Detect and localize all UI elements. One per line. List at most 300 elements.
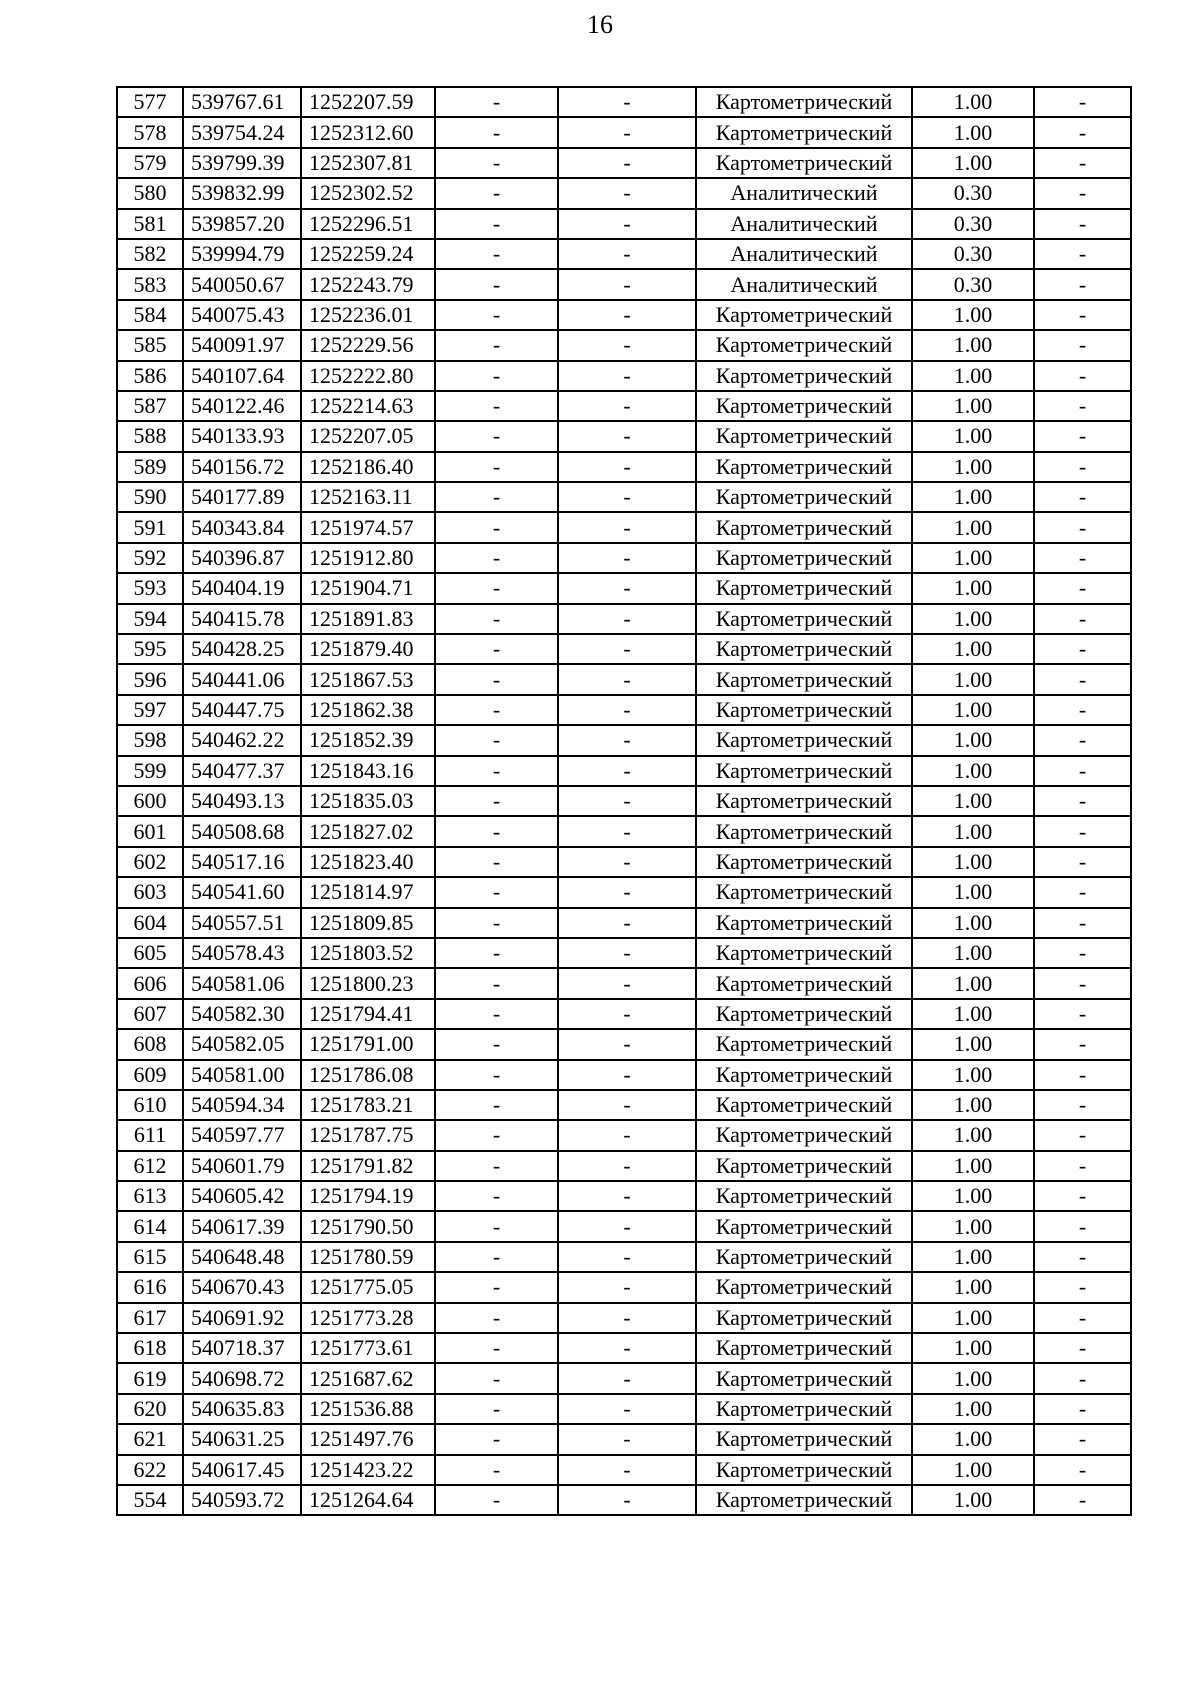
x-coordinate-cell: 539754.24 bbox=[183, 117, 301, 147]
method-cell: Картометрический bbox=[696, 1333, 912, 1363]
x-coordinate-cell: 540635.83 bbox=[183, 1394, 301, 1424]
accuracy-cell: 1.00 bbox=[912, 482, 1034, 512]
point-number-cell: 612 bbox=[117, 1151, 183, 1181]
column-4-cell: - bbox=[435, 1181, 558, 1211]
x-coordinate-cell: 540597.77 bbox=[183, 1120, 301, 1150]
accuracy-cell: 1.00 bbox=[912, 786, 1034, 816]
method-cell: Картометрический bbox=[696, 695, 912, 725]
column-8-cell: - bbox=[1034, 1211, 1131, 1241]
method-cell: Картометрический bbox=[696, 756, 912, 786]
x-coordinate-cell: 540691.92 bbox=[183, 1303, 301, 1333]
y-coordinate-cell: 1251775.05 bbox=[301, 1272, 435, 1302]
column-5-cell: - bbox=[558, 1303, 696, 1333]
column-5-cell: - bbox=[558, 664, 696, 694]
y-coordinate-cell: 1251264.64 bbox=[301, 1485, 435, 1515]
method-cell: Аналитический bbox=[696, 209, 912, 239]
column-8-cell: - bbox=[1034, 148, 1131, 178]
method-cell: Аналитический bbox=[696, 239, 912, 269]
accuracy-cell: 1.00 bbox=[912, 148, 1034, 178]
table-row bbox=[117, 391, 1131, 421]
column-5-cell: - bbox=[558, 361, 696, 391]
x-coordinate-cell: 540670.43 bbox=[183, 1272, 301, 1302]
column-4-cell: - bbox=[435, 361, 558, 391]
table-row bbox=[117, 1242, 1131, 1272]
column-4-cell: - bbox=[435, 908, 558, 938]
column-4-cell: - bbox=[435, 512, 558, 542]
column-8-cell: - bbox=[1034, 908, 1131, 938]
column-5-cell: - bbox=[558, 786, 696, 816]
x-coordinate-cell: 540428.25 bbox=[183, 634, 301, 664]
y-coordinate-cell: 1252207.59 bbox=[301, 87, 435, 117]
column-8-cell: - bbox=[1034, 1151, 1131, 1181]
column-5-cell: - bbox=[558, 816, 696, 846]
point-number-cell: 589 bbox=[117, 452, 183, 482]
y-coordinate-cell: 1251800.23 bbox=[301, 968, 435, 998]
y-coordinate-cell: 1251904.71 bbox=[301, 573, 435, 603]
y-coordinate-cell: 1251780.59 bbox=[301, 1242, 435, 1272]
table-row bbox=[117, 1455, 1131, 1485]
x-coordinate-cell: 540177.89 bbox=[183, 482, 301, 512]
x-coordinate-cell: 540617.45 bbox=[183, 1455, 301, 1485]
table-row bbox=[117, 1272, 1131, 1302]
table-row bbox=[117, 999, 1131, 1029]
accuracy-cell: 1.00 bbox=[912, 573, 1034, 603]
accuracy-cell: 1.00 bbox=[912, 421, 1034, 451]
y-coordinate-cell: 1252296.51 bbox=[301, 209, 435, 239]
y-coordinate-cell: 1251687.62 bbox=[301, 1363, 435, 1393]
column-4-cell: - bbox=[435, 1333, 558, 1363]
column-4-cell: - bbox=[435, 999, 558, 1029]
x-coordinate-cell: 540091.97 bbox=[183, 330, 301, 360]
column-5-cell: - bbox=[558, 512, 696, 542]
x-coordinate-cell: 540122.46 bbox=[183, 391, 301, 421]
y-coordinate-cell: 1251823.40 bbox=[301, 847, 435, 877]
column-8-cell: - bbox=[1034, 421, 1131, 451]
method-cell: Картометрический bbox=[696, 1211, 912, 1241]
column-4-cell: - bbox=[435, 877, 558, 907]
method-cell: Аналитический bbox=[696, 178, 912, 208]
table-row bbox=[117, 452, 1131, 482]
x-coordinate-cell: 540581.06 bbox=[183, 968, 301, 998]
y-coordinate-cell: 1251423.22 bbox=[301, 1455, 435, 1485]
x-coordinate-cell: 539832.99 bbox=[183, 178, 301, 208]
method-cell: Картометрический bbox=[696, 330, 912, 360]
column-8-cell: - bbox=[1034, 269, 1131, 299]
column-4-cell: - bbox=[435, 1060, 558, 1090]
y-coordinate-cell: 1252302.52 bbox=[301, 178, 435, 208]
table-row bbox=[117, 421, 1131, 451]
accuracy-cell: 1.00 bbox=[912, 908, 1034, 938]
point-number-cell: 606 bbox=[117, 968, 183, 998]
column-4-cell: - bbox=[435, 117, 558, 147]
table-row bbox=[117, 512, 1131, 542]
column-4-cell: - bbox=[435, 482, 558, 512]
table-row bbox=[117, 725, 1131, 755]
table-row bbox=[117, 908, 1131, 938]
y-coordinate-cell: 1251912.80 bbox=[301, 543, 435, 573]
column-5-cell: - bbox=[558, 148, 696, 178]
table-row bbox=[117, 1060, 1131, 1090]
accuracy-cell: 1.00 bbox=[912, 330, 1034, 360]
accuracy-cell: 1.00 bbox=[912, 117, 1034, 147]
accuracy-cell: 1.00 bbox=[912, 512, 1034, 542]
column-8-cell: - bbox=[1034, 1272, 1131, 1302]
x-coordinate-cell: 540404.19 bbox=[183, 573, 301, 603]
column-8-cell: - bbox=[1034, 452, 1131, 482]
table-row bbox=[117, 1394, 1131, 1424]
column-4-cell: - bbox=[435, 1029, 558, 1059]
accuracy-cell: 1.00 bbox=[912, 877, 1034, 907]
method-cell: Картометрический bbox=[696, 1363, 912, 1393]
x-coordinate-cell: 540605.42 bbox=[183, 1181, 301, 1211]
column-5-cell: - bbox=[558, 1151, 696, 1181]
column-5-cell: - bbox=[558, 1060, 696, 1090]
table-row bbox=[117, 1363, 1131, 1393]
table-row bbox=[117, 695, 1131, 725]
y-coordinate-cell: 1251974.57 bbox=[301, 512, 435, 542]
y-coordinate-cell: 1251879.40 bbox=[301, 634, 435, 664]
point-number-cell: 580 bbox=[117, 178, 183, 208]
table-row bbox=[117, 239, 1131, 269]
method-cell: Картометрический bbox=[696, 421, 912, 451]
y-coordinate-cell: 1251787.75 bbox=[301, 1120, 435, 1150]
method-cell: Картометрический bbox=[696, 1029, 912, 1059]
method-cell: Картометрический bbox=[696, 634, 912, 664]
y-coordinate-cell: 1252163.11 bbox=[301, 482, 435, 512]
y-coordinate-cell: 1252229.56 bbox=[301, 330, 435, 360]
coordinates-table bbox=[116, 86, 1132, 1516]
column-5-cell: - bbox=[558, 391, 696, 421]
point-number-cell: 601 bbox=[117, 816, 183, 846]
x-coordinate-cell: 540462.22 bbox=[183, 725, 301, 755]
column-4-cell: - bbox=[435, 816, 558, 846]
y-coordinate-cell: 1252222.80 bbox=[301, 361, 435, 391]
point-number-cell: 614 bbox=[117, 1211, 183, 1241]
point-number-cell: 598 bbox=[117, 725, 183, 755]
column-4-cell: - bbox=[435, 938, 558, 968]
point-number-cell: 554 bbox=[117, 1485, 183, 1515]
accuracy-cell: 1.00 bbox=[912, 725, 1034, 755]
table-row bbox=[117, 877, 1131, 907]
x-coordinate-cell: 540133.93 bbox=[183, 421, 301, 451]
method-cell: Картометрический bbox=[696, 877, 912, 907]
x-coordinate-cell: 540156.72 bbox=[183, 452, 301, 482]
column-5-cell: - bbox=[558, 209, 696, 239]
x-coordinate-cell: 540075.43 bbox=[183, 300, 301, 330]
accuracy-cell: 0.30 bbox=[912, 178, 1034, 208]
y-coordinate-cell: 1251867.53 bbox=[301, 664, 435, 694]
method-cell: Аналитический bbox=[696, 269, 912, 299]
x-coordinate-cell: 540594.34 bbox=[183, 1090, 301, 1120]
accuracy-cell: 1.00 bbox=[912, 391, 1034, 421]
method-cell: Картометрический bbox=[696, 543, 912, 573]
y-coordinate-cell: 1251773.61 bbox=[301, 1333, 435, 1363]
table-row bbox=[117, 1424, 1131, 1454]
x-coordinate-cell: 540601.79 bbox=[183, 1151, 301, 1181]
method-cell: Картометрический bbox=[696, 148, 912, 178]
column-5-cell: - bbox=[558, 1181, 696, 1211]
accuracy-cell: 1.00 bbox=[912, 1211, 1034, 1241]
x-coordinate-cell: 540648.48 bbox=[183, 1242, 301, 1272]
accuracy-cell: 1.00 bbox=[912, 1303, 1034, 1333]
column-5-cell: - bbox=[558, 1090, 696, 1120]
page-number: 16 bbox=[587, 10, 613, 39]
y-coordinate-cell: 1251852.39 bbox=[301, 725, 435, 755]
column-8-cell: - bbox=[1034, 300, 1131, 330]
column-4-cell: - bbox=[435, 1455, 558, 1485]
y-coordinate-cell: 1252214.63 bbox=[301, 391, 435, 421]
column-5-cell: - bbox=[558, 543, 696, 573]
column-5-cell: - bbox=[558, 1242, 696, 1272]
column-8-cell: - bbox=[1034, 209, 1131, 239]
column-5-cell: - bbox=[558, 725, 696, 755]
method-cell: Картометрический bbox=[696, 1303, 912, 1333]
table-row bbox=[117, 634, 1131, 664]
y-coordinate-cell: 1251803.52 bbox=[301, 938, 435, 968]
y-coordinate-cell: 1251497.76 bbox=[301, 1424, 435, 1454]
method-cell: Картометрический bbox=[696, 1151, 912, 1181]
x-coordinate-cell: 540541.60 bbox=[183, 877, 301, 907]
y-coordinate-cell: 1251794.41 bbox=[301, 999, 435, 1029]
method-cell: Картометрический bbox=[696, 968, 912, 998]
accuracy-cell: 1.00 bbox=[912, 847, 1034, 877]
y-coordinate-cell: 1252312.60 bbox=[301, 117, 435, 147]
x-coordinate-cell: 540415.78 bbox=[183, 604, 301, 634]
x-coordinate-cell: 539767.61 bbox=[183, 87, 301, 117]
column-4-cell: - bbox=[435, 756, 558, 786]
column-8-cell: - bbox=[1034, 816, 1131, 846]
method-cell: Картометрический bbox=[696, 999, 912, 1029]
accuracy-cell: 1.00 bbox=[912, 999, 1034, 1029]
column-5-cell: - bbox=[558, 695, 696, 725]
column-5-cell: - bbox=[558, 117, 696, 147]
point-number-cell: 588 bbox=[117, 421, 183, 451]
x-coordinate-cell: 540578.43 bbox=[183, 938, 301, 968]
x-coordinate-cell: 540396.87 bbox=[183, 543, 301, 573]
column-5-cell: - bbox=[558, 756, 696, 786]
method-cell: Картометрический bbox=[696, 938, 912, 968]
method-cell: Картометрический bbox=[696, 1485, 912, 1515]
column-8-cell: - bbox=[1034, 1181, 1131, 1211]
y-coordinate-cell: 1251794.19 bbox=[301, 1181, 435, 1211]
column-8-cell: - bbox=[1034, 968, 1131, 998]
point-number-cell: 595 bbox=[117, 634, 183, 664]
x-coordinate-cell: 539994.79 bbox=[183, 239, 301, 269]
y-coordinate-cell: 1251891.83 bbox=[301, 604, 435, 634]
column-4-cell: - bbox=[435, 847, 558, 877]
x-coordinate-cell: 539857.20 bbox=[183, 209, 301, 239]
accuracy-cell: 1.00 bbox=[912, 543, 1034, 573]
accuracy-cell: 1.00 bbox=[912, 1333, 1034, 1363]
column-4-cell: - bbox=[435, 968, 558, 998]
method-cell: Картометрический bbox=[696, 908, 912, 938]
point-number-cell: 617 bbox=[117, 1303, 183, 1333]
point-number-cell: 607 bbox=[117, 999, 183, 1029]
method-cell: Картометрический bbox=[696, 452, 912, 482]
y-coordinate-cell: 1251791.82 bbox=[301, 1151, 435, 1181]
point-number-cell: 592 bbox=[117, 543, 183, 573]
table-row bbox=[117, 1090, 1131, 1120]
point-number-cell: 619 bbox=[117, 1363, 183, 1393]
column-8-cell: - bbox=[1034, 1424, 1131, 1454]
x-coordinate-cell: 539799.39 bbox=[183, 148, 301, 178]
x-coordinate-cell: 540617.39 bbox=[183, 1211, 301, 1241]
y-coordinate-cell: 1252236.01 bbox=[301, 300, 435, 330]
column-4-cell: - bbox=[435, 543, 558, 573]
accuracy-cell: 1.00 bbox=[912, 452, 1034, 482]
table-row bbox=[117, 178, 1131, 208]
accuracy-cell: 1.00 bbox=[912, 361, 1034, 391]
method-cell: Картометрический bbox=[696, 816, 912, 846]
method-cell: Картометрический bbox=[696, 512, 912, 542]
x-coordinate-cell: 540631.25 bbox=[183, 1424, 301, 1454]
column-5-cell: - bbox=[558, 968, 696, 998]
column-4-cell: - bbox=[435, 239, 558, 269]
table-row bbox=[117, 816, 1131, 846]
column-4-cell: - bbox=[435, 148, 558, 178]
method-cell: Картометрический bbox=[696, 391, 912, 421]
column-4-cell: - bbox=[435, 269, 558, 299]
column-8-cell: - bbox=[1034, 512, 1131, 542]
column-4-cell: - bbox=[435, 725, 558, 755]
column-8-cell: - bbox=[1034, 391, 1131, 421]
accuracy-cell: 1.00 bbox=[912, 1029, 1034, 1059]
column-8-cell: - bbox=[1034, 604, 1131, 634]
point-number-cell: 579 bbox=[117, 148, 183, 178]
table-row bbox=[117, 1151, 1131, 1181]
column-8-cell: - bbox=[1034, 725, 1131, 755]
y-coordinate-cell: 1251862.38 bbox=[301, 695, 435, 725]
method-cell: Картометрический bbox=[696, 604, 912, 634]
accuracy-cell: 1.00 bbox=[912, 1455, 1034, 1485]
y-coordinate-cell: 1251814.97 bbox=[301, 877, 435, 907]
point-number-cell: 616 bbox=[117, 1272, 183, 1302]
column-4-cell: - bbox=[435, 330, 558, 360]
accuracy-cell: 1.00 bbox=[912, 1424, 1034, 1454]
table-row bbox=[117, 786, 1131, 816]
column-4-cell: - bbox=[435, 1394, 558, 1424]
accuracy-cell: 1.00 bbox=[912, 1181, 1034, 1211]
column-8-cell: - bbox=[1034, 178, 1131, 208]
point-number-cell: 590 bbox=[117, 482, 183, 512]
method-cell: Картометрический bbox=[696, 300, 912, 330]
y-coordinate-cell: 1251536.88 bbox=[301, 1394, 435, 1424]
column-8-cell: - bbox=[1034, 1029, 1131, 1059]
point-number-cell: 611 bbox=[117, 1120, 183, 1150]
x-coordinate-cell: 540107.64 bbox=[183, 361, 301, 391]
x-coordinate-cell: 540050.67 bbox=[183, 269, 301, 299]
column-4-cell: - bbox=[435, 634, 558, 664]
column-5-cell: - bbox=[558, 1485, 696, 1515]
y-coordinate-cell: 1251809.85 bbox=[301, 908, 435, 938]
column-8-cell: - bbox=[1034, 877, 1131, 907]
x-coordinate-cell: 540343.84 bbox=[183, 512, 301, 542]
column-4-cell: - bbox=[435, 1303, 558, 1333]
method-cell: Картометрический bbox=[696, 1120, 912, 1150]
method-cell: Картометрический bbox=[696, 1090, 912, 1120]
accuracy-cell: 1.00 bbox=[912, 1485, 1034, 1515]
column-4-cell: - bbox=[435, 1363, 558, 1393]
method-cell: Картометрический bbox=[696, 1394, 912, 1424]
column-4-cell: - bbox=[435, 786, 558, 816]
method-cell: Картометрический bbox=[696, 117, 912, 147]
column-4-cell: - bbox=[435, 209, 558, 239]
accuracy-cell: 1.00 bbox=[912, 634, 1034, 664]
y-coordinate-cell: 1252307.81 bbox=[301, 148, 435, 178]
point-number-cell: 584 bbox=[117, 300, 183, 330]
point-number-cell: 581 bbox=[117, 209, 183, 239]
table-row bbox=[117, 1120, 1131, 1150]
accuracy-cell: 1.00 bbox=[912, 1394, 1034, 1424]
table-row bbox=[117, 938, 1131, 968]
y-coordinate-cell: 1252186.40 bbox=[301, 452, 435, 482]
column-8-cell: - bbox=[1034, 117, 1131, 147]
accuracy-cell: 1.00 bbox=[912, 756, 1034, 786]
column-5-cell: - bbox=[558, 421, 696, 451]
column-8-cell: - bbox=[1034, 1303, 1131, 1333]
table-row bbox=[117, 1029, 1131, 1059]
point-number-cell: 604 bbox=[117, 908, 183, 938]
point-number-cell: 596 bbox=[117, 664, 183, 694]
column-4-cell: - bbox=[435, 664, 558, 694]
column-5-cell: - bbox=[558, 1211, 696, 1241]
x-coordinate-cell: 540557.51 bbox=[183, 908, 301, 938]
point-number-cell: 583 bbox=[117, 269, 183, 299]
column-5-cell: - bbox=[558, 300, 696, 330]
column-5-cell: - bbox=[558, 1424, 696, 1454]
table-row bbox=[117, 543, 1131, 573]
column-5-cell: - bbox=[558, 847, 696, 877]
column-8-cell: - bbox=[1034, 1090, 1131, 1120]
column-5-cell: - bbox=[558, 1394, 696, 1424]
table-row bbox=[117, 847, 1131, 877]
method-cell: Картометрический bbox=[696, 786, 912, 816]
column-8-cell: - bbox=[1034, 1485, 1131, 1515]
accuracy-cell: 1.00 bbox=[912, 604, 1034, 634]
accuracy-cell: 1.00 bbox=[912, 695, 1034, 725]
x-coordinate-cell: 540508.68 bbox=[183, 816, 301, 846]
point-number-cell: 605 bbox=[117, 938, 183, 968]
point-number-cell: 578 bbox=[117, 117, 183, 147]
column-5-cell: - bbox=[558, 330, 696, 360]
column-8-cell: - bbox=[1034, 1242, 1131, 1272]
y-coordinate-cell: 1252207.05 bbox=[301, 421, 435, 451]
column-4-cell: - bbox=[435, 1242, 558, 1272]
column-5-cell: - bbox=[558, 1455, 696, 1485]
x-coordinate-cell: 540447.75 bbox=[183, 695, 301, 725]
table-row bbox=[117, 330, 1131, 360]
y-coordinate-cell: 1251783.21 bbox=[301, 1090, 435, 1120]
method-cell: Картометрический bbox=[696, 1272, 912, 1302]
table-row bbox=[117, 300, 1131, 330]
column-4-cell: - bbox=[435, 1090, 558, 1120]
x-coordinate-cell: 540441.06 bbox=[183, 664, 301, 694]
column-5-cell: - bbox=[558, 938, 696, 968]
y-coordinate-cell: 1251773.28 bbox=[301, 1303, 435, 1333]
point-number-cell: 615 bbox=[117, 1242, 183, 1272]
column-8-cell: - bbox=[1034, 330, 1131, 360]
point-number-cell: 602 bbox=[117, 847, 183, 877]
table-row bbox=[117, 1181, 1131, 1211]
column-5-cell: - bbox=[558, 87, 696, 117]
column-8-cell: - bbox=[1034, 786, 1131, 816]
point-number-cell: 591 bbox=[117, 512, 183, 542]
method-cell: Картометрический bbox=[696, 847, 912, 877]
point-number-cell: 597 bbox=[117, 695, 183, 725]
column-8-cell: - bbox=[1034, 573, 1131, 603]
column-8-cell: - bbox=[1034, 1060, 1131, 1090]
x-coordinate-cell: 540581.00 bbox=[183, 1060, 301, 1090]
